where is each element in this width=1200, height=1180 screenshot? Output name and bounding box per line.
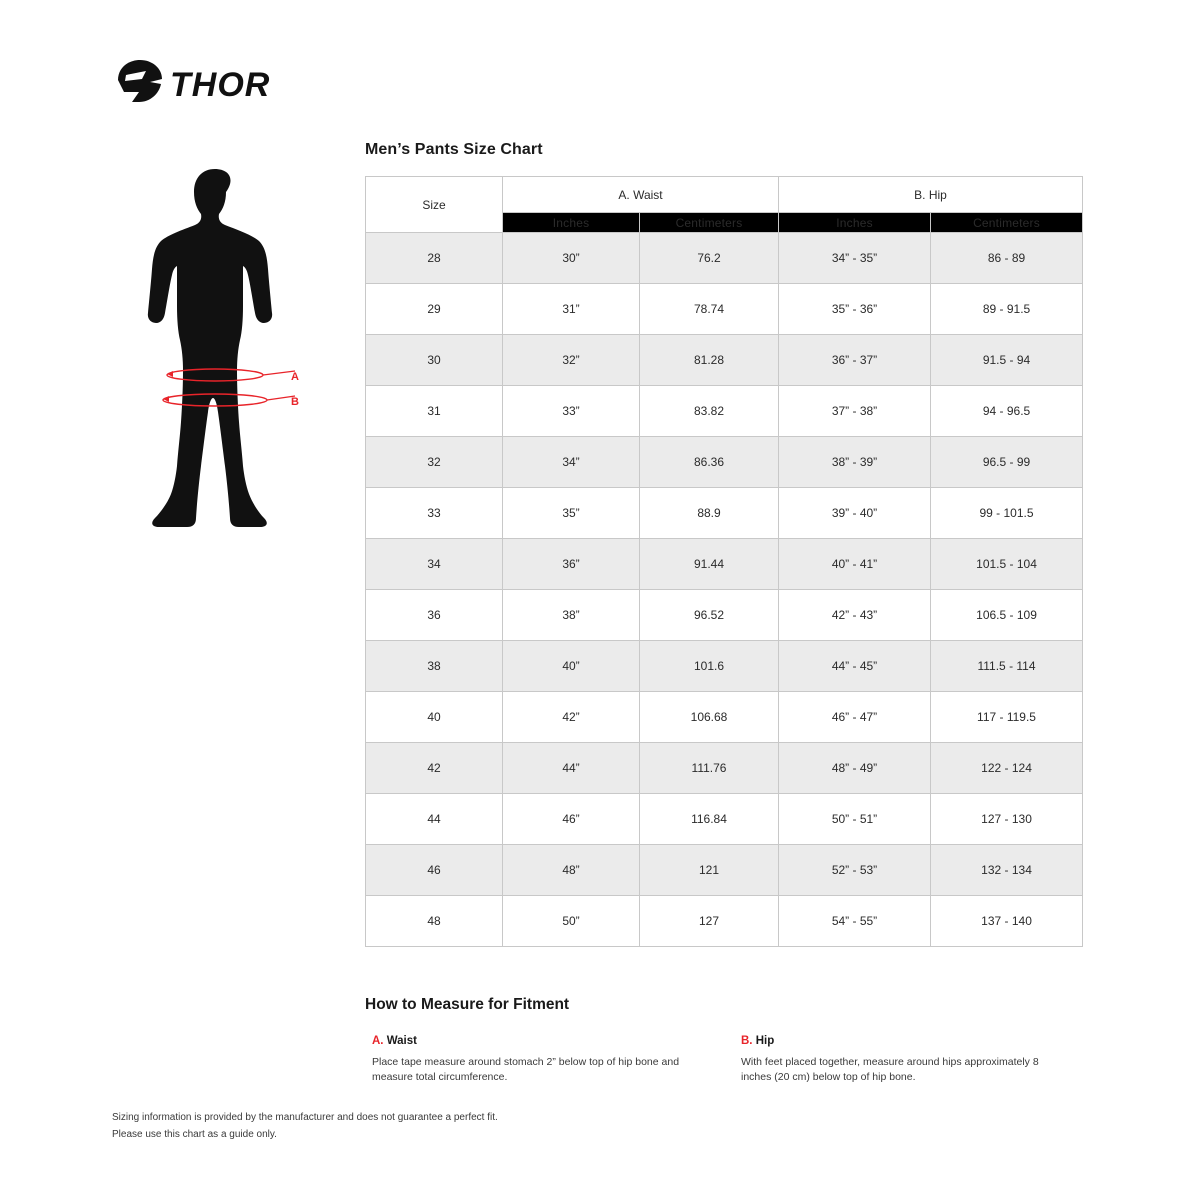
- cell-hip-centimeters: 127 - 130: [931, 794, 1083, 845]
- cell-size: 36: [366, 590, 503, 641]
- cell-hip-inches: 34” - 35”: [779, 233, 931, 284]
- page-title: Men’s Pants Size Chart: [365, 141, 543, 158]
- cell-hip-centimeters: 86 - 89: [931, 233, 1083, 284]
- cell-size: 31: [366, 386, 503, 437]
- cell-hip-centimeters: 122 - 124: [931, 743, 1083, 794]
- howto-title: How to Measure for Fitment: [365, 996, 570, 1013]
- cell-hip-centimeters: 106.5 - 109: [931, 590, 1083, 641]
- size-chart-table: [365, 176, 1083, 947]
- thor-helmet-icon: [112, 58, 292, 106]
- cell-size: 29: [366, 284, 503, 335]
- cell-waist-centimeters: 78.74: [640, 284, 779, 335]
- cell-waist-inches: 42”: [503, 692, 640, 743]
- cell-hip-inches: 35” - 36”: [779, 284, 931, 335]
- cell-hip-inches: 48” - 49”: [779, 743, 931, 794]
- measure-waist-letter: A.: [372, 1035, 384, 1047]
- cell-hip-inches: 52” - 53”: [779, 845, 931, 896]
- table-row: [366, 284, 1083, 335]
- measure-hip-letter: B.: [741, 1035, 753, 1047]
- cell-hip-centimeters: 94 - 96.5: [931, 386, 1083, 437]
- cell-hip-centimeters: 91.5 - 94: [931, 335, 1083, 386]
- cell-waist-inches: 38”: [503, 590, 640, 641]
- table-row: [366, 437, 1083, 488]
- col-header-size: Size: [366, 177, 503, 233]
- cell-waist-centimeters: 88.9: [640, 488, 779, 539]
- cell-size: 44: [366, 794, 503, 845]
- cell-waist-inches: 35”: [503, 488, 640, 539]
- table-row: [366, 641, 1083, 692]
- cell-size: 28: [366, 233, 503, 284]
- disclaimer-line-1: Sizing information is provided by the manufacturer and does not guarantee a perfect fit.: [112, 1112, 498, 1123]
- cell-waist-inches: 44”: [503, 743, 640, 794]
- cell-size: 30: [366, 335, 503, 386]
- svg-text:THOR: THOR: [170, 66, 271, 104]
- col-group-hip: B. Hip: [779, 177, 1083, 213]
- cell-hip-inches: 46” - 47”: [779, 692, 931, 743]
- measure-waist-text: Place tape measure around stomach 2” below top of hip bone and measure total circumference.: [372, 1055, 680, 1083]
- table-row: [366, 845, 1083, 896]
- table-row: [366, 896, 1083, 947]
- cell-waist-inches: 32”: [503, 335, 640, 386]
- figure-label-a: A: [291, 371, 299, 383]
- table-row: [366, 692, 1083, 743]
- col-header-hip-inches: Inches: [779, 213, 931, 233]
- measure-hip-block: [741, 1033, 1071, 1085]
- cell-hip-centimeters: 96.5 - 99: [931, 437, 1083, 488]
- cell-waist-inches: 50”: [503, 896, 640, 947]
- cell-hip-inches: 44” - 45”: [779, 641, 931, 692]
- cell-hip-inches: 50” - 51”: [779, 794, 931, 845]
- disclaimer: [112, 1109, 498, 1143]
- figure-label-b: B: [291, 396, 299, 408]
- cell-waist-centimeters: 121: [640, 845, 779, 896]
- cell-size: 33: [366, 488, 503, 539]
- cell-waist-centimeters: 101.6: [640, 641, 779, 692]
- measure-waist-block: [372, 1033, 712, 1085]
- table-row: [366, 539, 1083, 590]
- cell-waist-centimeters: 116.84: [640, 794, 779, 845]
- cell-waist-inches: 31”: [503, 284, 640, 335]
- male-body-silhouette-icon: [120, 165, 320, 655]
- table-row: [366, 488, 1083, 539]
- table-row: [366, 233, 1083, 284]
- cell-hip-centimeters: 89 - 91.5: [931, 284, 1083, 335]
- cell-waist-centimeters: 76.2: [640, 233, 779, 284]
- col-header-hip-centimeters: Centimeters: [931, 213, 1083, 233]
- cell-waist-centimeters: 106.68: [640, 692, 779, 743]
- cell-waist-centimeters: 96.52: [640, 590, 779, 641]
- table-body: [366, 233, 1083, 947]
- measure-hip-label: [741, 1033, 1071, 1050]
- cell-hip-inches: 39” - 40”: [779, 488, 931, 539]
- cell-hip-inches: 36” - 37”: [779, 335, 931, 386]
- cell-size: 38: [366, 641, 503, 692]
- col-header-waist-centimeters: Centimeters: [640, 213, 779, 233]
- cell-waist-inches: 30”: [503, 233, 640, 284]
- thor-logo: [112, 58, 292, 106]
- cell-waist-centimeters: 91.44: [640, 539, 779, 590]
- cell-size: 48: [366, 896, 503, 947]
- cell-hip-inches: 38” - 39”: [779, 437, 931, 488]
- table-group-header-row: [366, 177, 1083, 213]
- col-group-waist: A. Waist: [503, 177, 779, 213]
- body-silhouette: [120, 165, 320, 655]
- table-row: [366, 386, 1083, 437]
- cell-size: 40: [366, 692, 503, 743]
- cell-waist-inches: 48”: [503, 845, 640, 896]
- cell-hip-centimeters: 101.5 - 104: [931, 539, 1083, 590]
- cell-waist-inches: 40”: [503, 641, 640, 692]
- cell-waist-centimeters: 86.36: [640, 437, 779, 488]
- cell-hip-centimeters: 137 - 140: [931, 896, 1083, 947]
- cell-waist-centimeters: 83.82: [640, 386, 779, 437]
- cell-waist-inches: 33”: [503, 386, 640, 437]
- cell-hip-centimeters: 117 - 119.5: [931, 692, 1083, 743]
- cell-waist-centimeters: 127: [640, 896, 779, 947]
- table-row: [366, 794, 1083, 845]
- table-row: [366, 335, 1083, 386]
- cell-hip-inches: 40” - 41”: [779, 539, 931, 590]
- cell-waist-inches: 46”: [503, 794, 640, 845]
- cell-size: 32: [366, 437, 503, 488]
- cell-waist-inches: 36”: [503, 539, 640, 590]
- cell-hip-centimeters: 132 - 134: [931, 845, 1083, 896]
- table-row: [366, 743, 1083, 794]
- col-header-waist-inches: Inches: [503, 213, 640, 233]
- cell-hip-inches: 37” - 38”: [779, 386, 931, 437]
- measure-waist-name: Waist: [383, 1035, 417, 1047]
- measure-waist-label: [372, 1033, 712, 1050]
- size-chart-table-wrapper: [365, 176, 1082, 947]
- cell-size: 42: [366, 743, 503, 794]
- cell-hip-inches: 54” - 55”: [779, 896, 931, 947]
- cell-waist-centimeters: 81.28: [640, 335, 779, 386]
- cell-hip-inches: 42” - 43”: [779, 590, 931, 641]
- table-row: [366, 590, 1083, 641]
- cell-hip-centimeters: 111.5 - 114: [931, 641, 1083, 692]
- measure-hip-name: Hip: [752, 1035, 775, 1047]
- table-header: [366, 177, 1083, 233]
- cell-size: 34: [366, 539, 503, 590]
- cell-hip-centimeters: 99 - 101.5: [931, 488, 1083, 539]
- cell-waist-inches: 34”: [503, 437, 640, 488]
- measure-hip-text: With feet placed together, measure around hips approximately 8 inches (20 cm) below top of hip bone.: [741, 1055, 1039, 1083]
- cell-waist-centimeters: 111.76: [640, 743, 779, 794]
- cell-size: 46: [366, 845, 503, 896]
- disclaimer-line-2: Please use this chart as a guide only.: [112, 1129, 277, 1140]
